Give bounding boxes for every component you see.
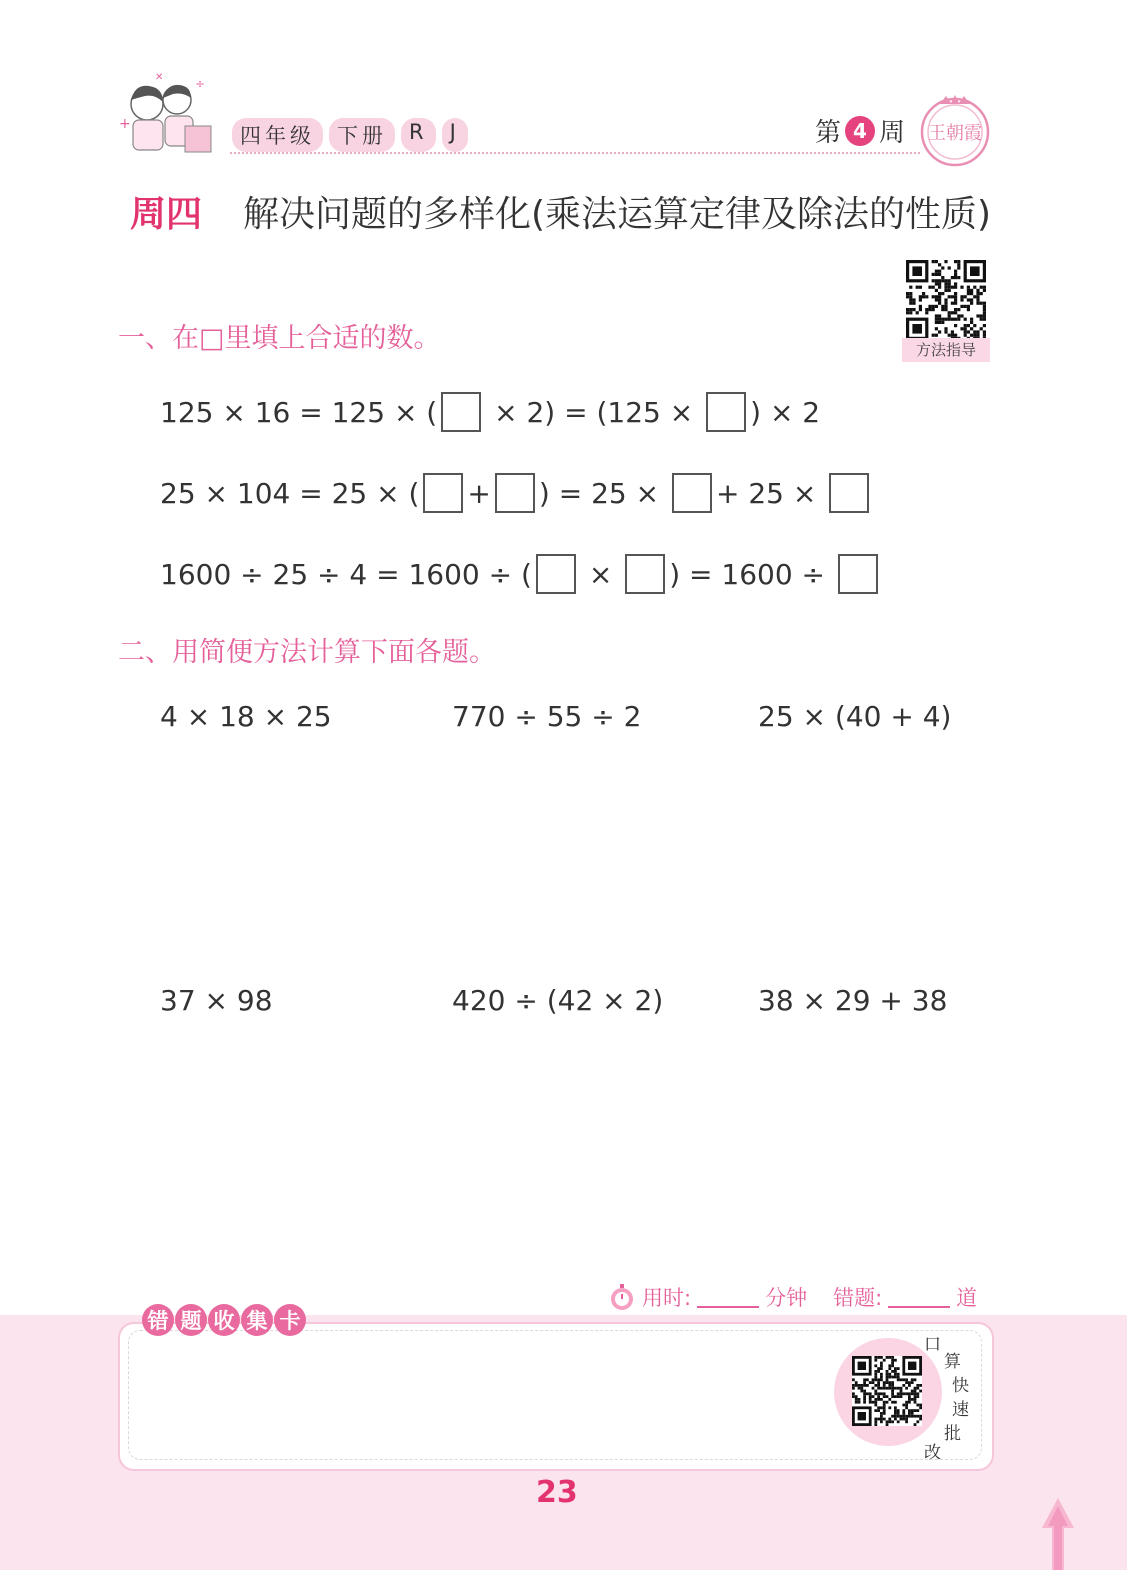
- answer-box[interactable]: [536, 554, 576, 594]
- time-unit: 分钟: [765, 1286, 808, 1310]
- equation-text: +: [467, 476, 491, 510]
- quick-check-qr-icon[interactable]: [852, 1356, 922, 1426]
- svg-text:✕: ✕: [155, 72, 164, 83]
- answer-box[interactable]: [838, 554, 878, 594]
- answer-box[interactable]: [423, 473, 463, 513]
- week-indicator: [815, 112, 905, 149]
- calc-problem-6: 38 × 29 + 38: [758, 984, 948, 1017]
- svg-text:÷: ÷: [195, 77, 206, 91]
- equation-text: ) = 25 ×: [538, 476, 668, 510]
- page-title: 解决问题的多样化(乘法运算定律及除法的性质): [243, 194, 992, 235]
- week-suffix: 周: [879, 118, 906, 148]
- time-and-errors-line: [608, 1282, 977, 1312]
- up-arrow-decoration-icon: [1040, 1498, 1076, 1570]
- week-prefix: 第: [815, 118, 842, 148]
- section-2-heading: 二、用简便方法计算下面各题。: [118, 637, 496, 668]
- equation-text: ) = 1600 ÷: [669, 557, 834, 591]
- children-illustration: [115, 70, 220, 162]
- edition-chip-r: R: [401, 118, 436, 152]
- quick-check-char: 口: [924, 1335, 941, 1355]
- error-label: 错题:: [833, 1286, 883, 1310]
- equation-text: 1600 ÷ 25 ÷ 4 = 1600 ÷ (: [160, 557, 532, 591]
- card-title-char: 题: [175, 1304, 207, 1336]
- day-label: 周四: [130, 194, 203, 235]
- answer-box[interactable]: [706, 392, 746, 432]
- error-blank[interactable]: [888, 1286, 950, 1308]
- quick-check-char: 改: [924, 1443, 941, 1463]
- grade-chips: [232, 118, 468, 152]
- card-title-char: 卡: [274, 1304, 306, 1336]
- quick-check-char: 算: [944, 1352, 961, 1372]
- answer-box[interactable]: [625, 554, 665, 594]
- calc-problem-4: 37 × 98: [160, 984, 273, 1017]
- error-unit: 道: [956, 1286, 978, 1310]
- card-title-char: 错: [142, 1304, 174, 1336]
- calc-problem-5: 420 ÷ (42 × 2): [452, 984, 664, 1017]
- card-title-char: 集: [241, 1304, 273, 1336]
- method-guide-label: 方法指导: [902, 338, 990, 362]
- header-divider: [230, 152, 920, 154]
- page-number: 23: [536, 1475, 578, 1510]
- time-label: 用时:: [642, 1286, 692, 1310]
- error-card-title: [142, 1304, 306, 1336]
- quick-check-char: 速: [952, 1400, 969, 1420]
- method-guide-qr-icon[interactable]: [906, 260, 986, 340]
- answer-box[interactable]: [441, 392, 481, 432]
- quick-check-char: 快: [952, 1376, 969, 1396]
- equation-text: 25 × 104 = 25 × (: [160, 476, 420, 510]
- equation-text: × 2) = (125 ×: [485, 395, 703, 429]
- calc-problem-1: 4 × 18 × 25: [160, 700, 332, 733]
- fill-in-equation-2: [160, 473, 873, 513]
- equation-text: 125 × 16 = 125 × (: [160, 395, 438, 429]
- equation-text: + 25 ×: [715, 476, 826, 510]
- svg-text:王朝霞: 王朝霞: [928, 123, 982, 144]
- answer-box[interactable]: [672, 473, 712, 513]
- time-blank[interactable]: [697, 1286, 759, 1308]
- answer-box[interactable]: [829, 473, 869, 513]
- answer-box[interactable]: [495, 473, 535, 513]
- week-number-badge: 4: [845, 116, 875, 146]
- section-1-heading: 一、在□里填上合适的数。: [118, 323, 441, 354]
- svg-text:+: +: [119, 116, 131, 132]
- grade-chip: 四年级: [232, 118, 323, 152]
- calc-problem-2: 770 ÷ 55 ÷ 2: [452, 700, 642, 733]
- brand-seal-logo: [918, 94, 992, 168]
- equation-text: ×: [579, 557, 622, 591]
- stopwatch-icon: [608, 1283, 636, 1311]
- edition-chip-j: J: [442, 118, 468, 152]
- fill-in-equation-1: [160, 392, 820, 432]
- calc-problem-3: 25 × (40 + 4): [758, 700, 952, 733]
- volume-chip: 下册: [329, 118, 395, 152]
- fill-in-equation-3: [160, 554, 882, 594]
- card-title-char: 收: [208, 1304, 240, 1336]
- equation-text: ) × 2: [750, 395, 821, 429]
- quick-check-char: 批: [944, 1424, 961, 1444]
